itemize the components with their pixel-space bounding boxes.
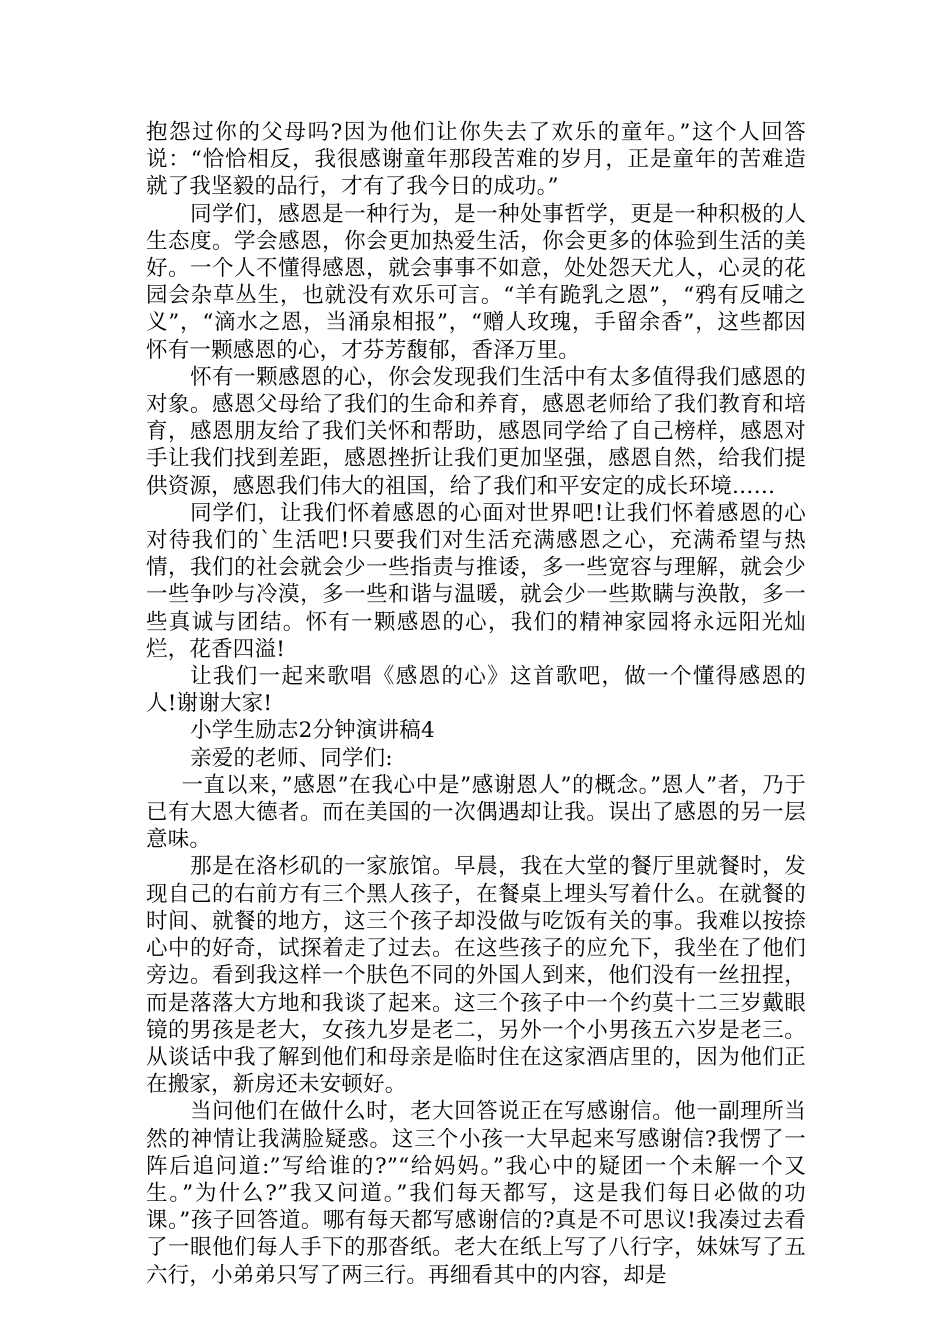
speech-greeting: 亲爱的老师、同学们: — [190, 745, 393, 771]
speech-title: 小学生励志2分钟演讲稿4 — [190, 718, 435, 744]
paragraph-thank-you-letters: 当问他们在做什么时，老大回答说正在写感谢信。他一副理所当然的神情让我满脸疑惑。这三个小孩一大早起来写感谢信?我愣了一阵后追问道:”写给谁的?”“给妈妈。”我心中的疑团一个未解一个又生。”为什么?”我又问道。”我们每天都写，这是我们每日必做的功课。”孩子回答道。哪有每天都写感谢信的?真是不可思议!我凑过去看了一眼他们每人手下的那沓纸。老大在纸上写了八行字，妹妹写了五六行，小弟弟只写了两三行。再细看其中的内容，却是 — [146, 1099, 806, 1288]
paragraph-call-to-action: 同学们，让我们怀着感恩的心面对世界吧!让我们怀着感恩的心对待我们的`生活吧!只要我们对生活充满感恩之心，充满希望与热情，我们的社会就会少一些指责与推诿，多一些宽容与理解，就会少一些争吵与冷漠，多一些和谐与温暖，就会少一些欺瞒与涣散，多一些真诚与团结。怀有一颗感恩的心，我们的精神家园将永远阳光灿烂，花香四溢! — [146, 500, 806, 662]
paragraph-hotel-story: 那是在洛杉矶的一家旅馆。早晨，我在大堂的餐厅里就餐时，发现自己的右前方有三个黑人孩子，在餐桌上埋头写着什么。在就餐的时间、就餐的地方，这三个孩子却没做与吃饭有关的事。我难以按捺心中的好奇，试探着走了过去。在这些孩子的应允下，我坐在了他们旁边。看到我这样一个肤色不同的外国人到来，他们没有一丝扭捏，而是落落大方地和我谈了起来。这三个孩子中一个约莫十二三岁戴眼镜的男孩是老大，女孩九岁是老二，另外一个小男孩五六岁是老三。从谈话中我了解到他们和母亲是临时住在这家酒店里的，因为他们正在搬家，新房还未安顿好。 — [146, 854, 806, 1098]
paragraph-gratitude-objects: 怀有一颗感恩的心，你会发现我们生活中有太多值得我们感恩的对象。感恩父母给了我们的生命和养育，感恩老师给了我们教育和培育，感恩朋友给了我们关怀和帮助，感恩同学给了自己榜样，感恩对手让我们找到差距，感恩挫折让我们更加坚强，感恩自然，给我们提供资源，感恩我们伟大的祖国，给了我们和平安定的成长环境…… — [146, 364, 806, 499]
paragraph-gratitude-attitude: 同学们，感恩是一种行为，是一种处事哲学，更是一种积极的人生态度。学会感恩，你会更加热爱生活，你会更多的体验到生活的美好。一个人不懂得感恩，就会事事不如意，处处怨天尤人，心灵的花园会杂草丛生，也就没有欢乐可言。“羊有跪乳之恩”，“鸦有反哺之义”，“滴水之恩，当涌泉相报”，“赠人玫瑰，手留余香”，这些都因怀有一颗感恩的心，才芬芳馥郁，香泽万里。 — [146, 201, 806, 363]
paragraph-gratitude-meaning: 一直以来，”感恩”在我心中是”感谢恩人”的概念。”恩人”者，乃于已有大恩大德者。而在美国的一次偶遇却让我。误出了感恩的另一层意味。 — [146, 772, 806, 853]
document-page — [146, 119, 806, 1289]
paragraph-closing: 让我们一起来歌唱《感恩的心》这首歌吧，做一个懂得感恩的人!谢谢大家! — [146, 664, 806, 717]
paragraph-continuation: 抱怨过你的父母吗?因为他们让你失去了欢乐的童年。”这个人回答说：“恰恰相反，我很感谢童年那段苦难的岁月，正是童年的苦难造就了我坚毅的品行，才有了我今日的成功。” — [146, 120, 806, 200]
